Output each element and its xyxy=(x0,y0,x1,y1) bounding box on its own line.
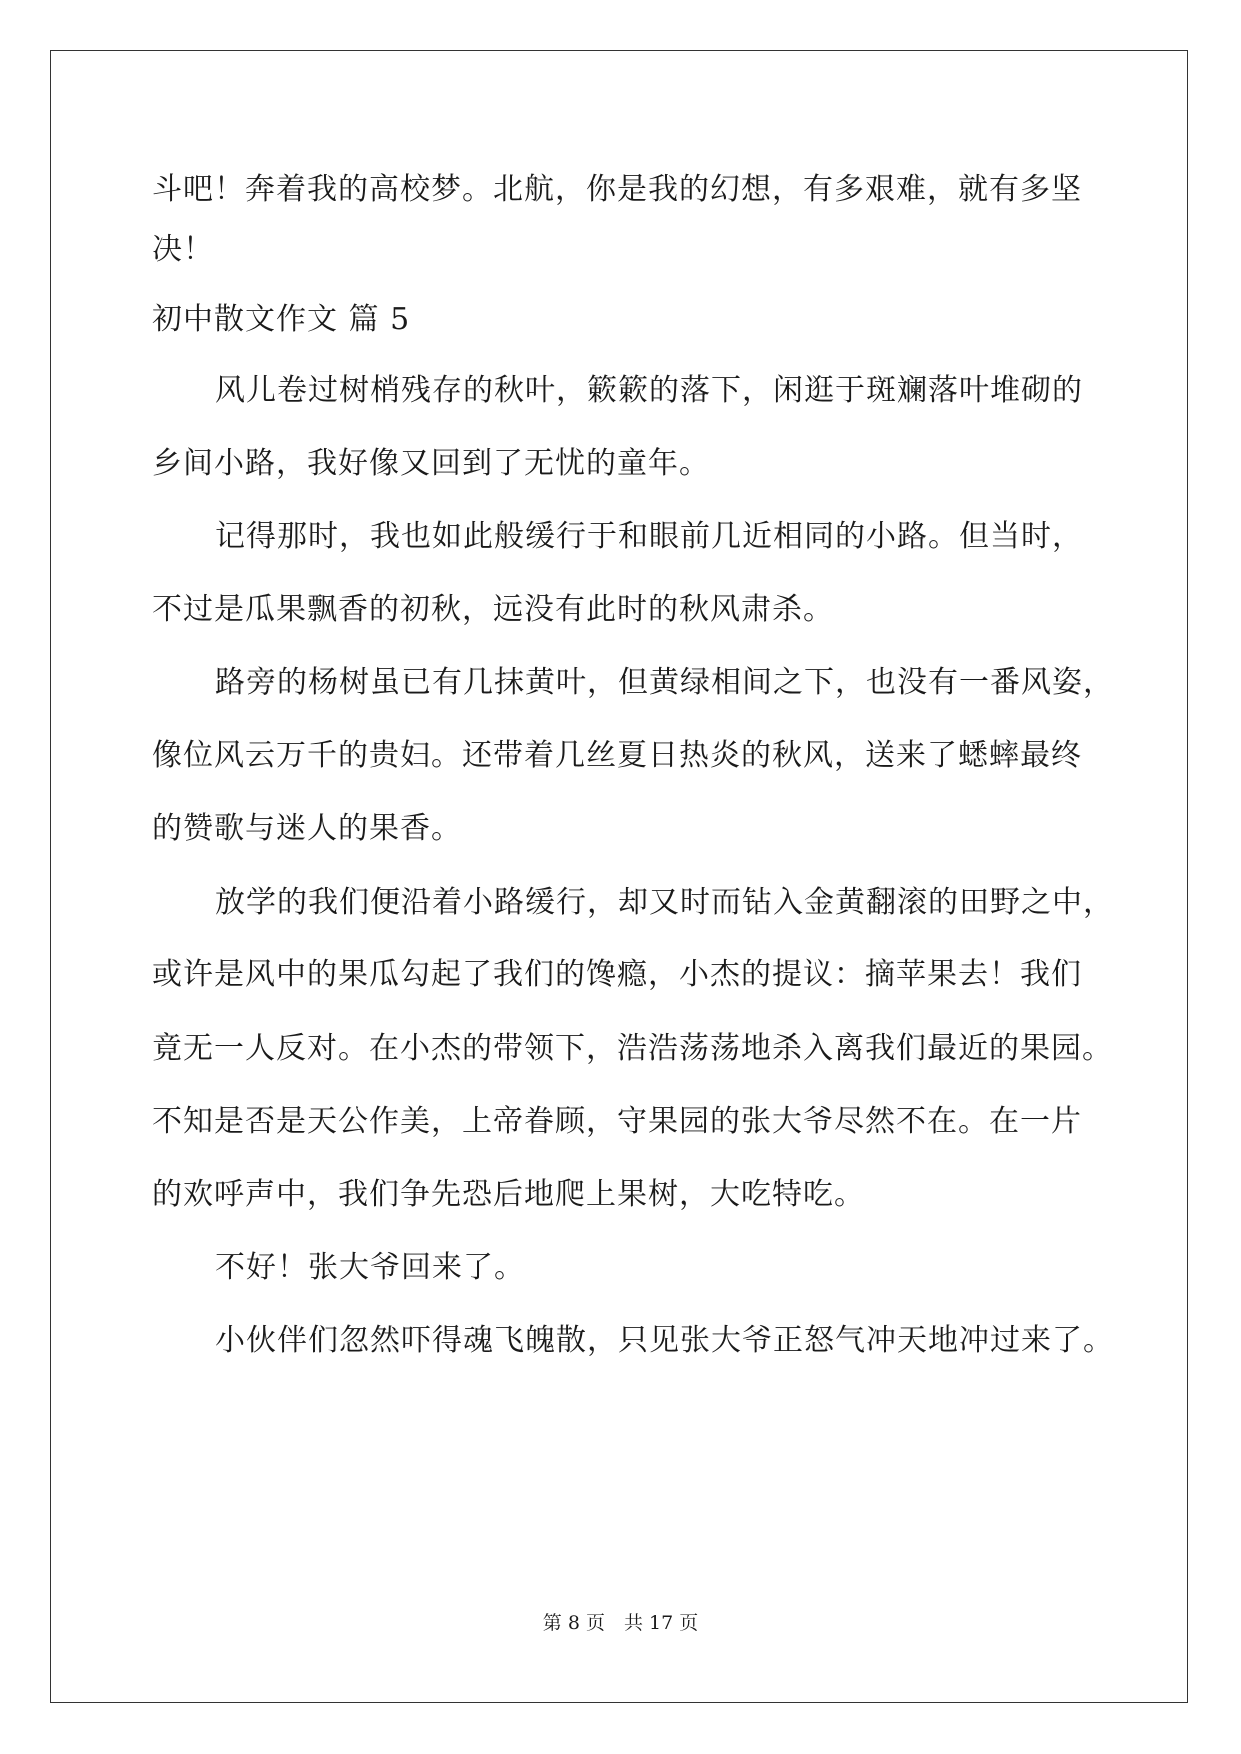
text-line: 小伙伴们忽然吓得魂飞魄散，只见张大爷正怒气冲天地冲过来了。 xyxy=(215,1323,1114,1358)
text-line: 的欢呼声中，我们争先恐后地爬上果树，大吃特吃。 xyxy=(152,1177,865,1212)
text-line: 像位风云万千的贵妇。还带着几丝夏日热炎的秋风，送来了蟋蟀最终 xyxy=(152,738,1082,773)
text-line: 路旁的杨树虽已有几抹黄叶，但黄绿相间之下，也没有一番风姿， xyxy=(215,665,1114,700)
text-line: 风儿卷过树梢残存的秋叶，簌簌的落下，闲逛于斑斓落叶堆砌的 xyxy=(215,373,1083,408)
text-line: 不过是瓜果飘香的初秋，远没有此时的秋风肃杀。 xyxy=(152,592,834,627)
text-line: 不知是否是天公作美，上帝眷顾，守果园的张大爷尽然不在。在一片 xyxy=(152,1104,1082,1139)
page-footer: 第 8 页 共 17 页 xyxy=(542,1612,699,1634)
text-line: 决！ xyxy=(152,232,214,267)
text-line: 不好！张大爷回来了。 xyxy=(215,1250,525,1285)
text-line: 斗吧！奔着我的高校梦。北航，你是我的幻想，有多艰难，就有多坚 xyxy=(152,172,1082,207)
text-line: 或许是风中的果瓜勾起了我们的馋瘾，小杰的提议：摘苹果去！我们 xyxy=(152,957,1082,992)
text-line: 放学的我们便沿着小路缓行，却又时而钻入金黄翻滚的田野之中， xyxy=(215,885,1114,920)
page-border xyxy=(50,50,1188,1703)
text-line: 记得那时，我也如此般缓行于和眼前几近相同的小路。但当时， xyxy=(215,519,1083,554)
text-line: 乡间小路，我好像又回到了无忧的童年。 xyxy=(152,446,710,481)
text-line: 竟无一人反对。在小杰的带领下，浩浩荡荡地杀入离我们最近的果园。 xyxy=(152,1031,1113,1066)
text-line: 的赞歌与迷人的果香。 xyxy=(152,811,462,846)
section-heading: 初中散文作文 篇 5 xyxy=(152,302,411,337)
